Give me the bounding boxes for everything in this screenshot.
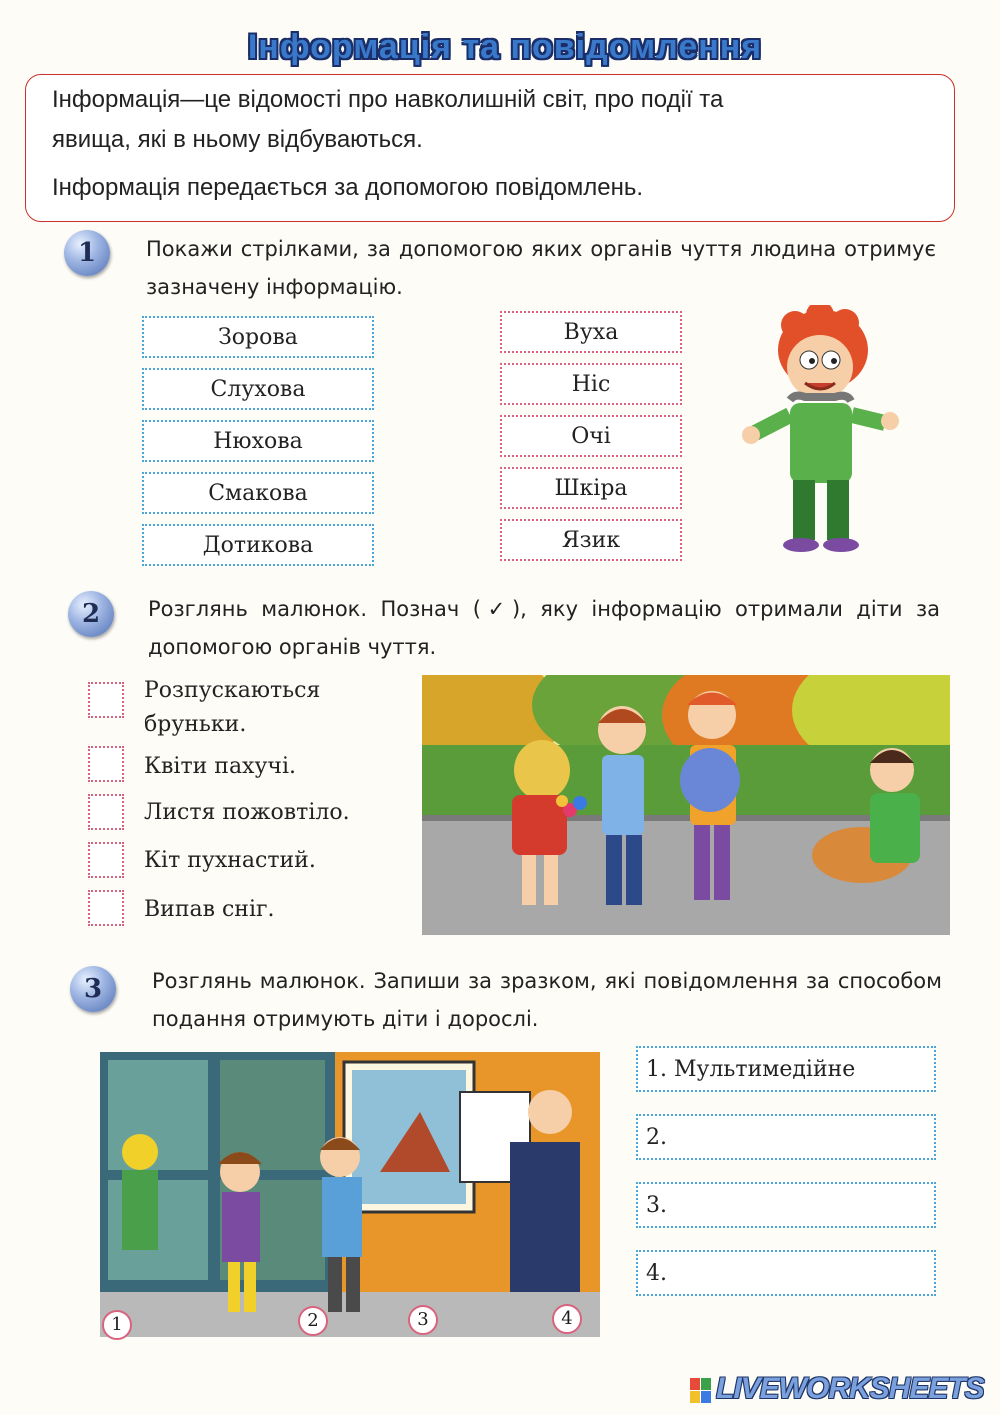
picture-marker: 3	[408, 1305, 438, 1335]
organ-box[interactable]: Очі	[500, 415, 682, 457]
checkbox[interactable]	[88, 890, 124, 926]
checkbox[interactable]	[88, 842, 124, 878]
info-type-box[interactable]: Слухова	[142, 368, 374, 410]
task-2-number: 2	[68, 591, 114, 637]
option-label: Кіт пухнастий.	[144, 848, 316, 873]
option-label: Квіти пахучі.	[144, 754, 296, 779]
info-type-box[interactable]: Дотикова	[142, 524, 374, 566]
checkbox[interactable]	[88, 746, 124, 782]
organ-box[interactable]: Шкіра	[500, 467, 682, 509]
picture-marker: 1	[102, 1310, 132, 1340]
task-3-text: Розглянь малюнок. Запиши за зразком, які повідомлення за способом подання отримують діти і дорослі.	[152, 969, 942, 1031]
organ-box[interactable]: Ніс	[500, 363, 682, 405]
street-illustration	[100, 1052, 600, 1337]
answer-field[interactable]: 1. Мультимедійне	[636, 1046, 936, 1092]
liveworksheets-logo-icon	[690, 1378, 712, 1404]
option-label: Випав сніг.	[144, 897, 275, 922]
page-title: Інформація та повідомлення	[247, 28, 763, 66]
info-type-box[interactable]: Нюхова	[142, 420, 374, 462]
brand-logo: LIVEWORKSHEETS	[716, 1372, 984, 1405]
definition-line-3: Інформація передається за допомогою повідомлень.	[52, 174, 644, 201]
definition-line-1: Інформація—це відомості про навколишній світ, про події та	[52, 86, 724, 113]
info-type-box[interactable]: Смакова	[142, 472, 374, 514]
boy-illustration	[735, 305, 905, 555]
definition-line-2: явища, які в ньому відбуваються.	[52, 126, 423, 153]
answer-field[interactable]: 3.	[636, 1182, 936, 1228]
answer-field[interactable]: 4.	[636, 1250, 936, 1296]
organ-box[interactable]: Язик	[500, 519, 682, 561]
task-1-number: 1	[64, 230, 110, 276]
task-3-number: 3	[70, 966, 116, 1012]
organ-box[interactable]: Вуха	[500, 311, 682, 353]
checkbox[interactable]	[88, 794, 124, 830]
task-1-text: Покажи стрілками, за допомогою яких органів чуття людина отримує зазначену інформацію.	[146, 237, 936, 299]
option-label: Розпускаються бруньки.	[144, 678, 321, 737]
picture-marker: 4	[552, 1304, 582, 1334]
task-2-text: Розглянь малюнок. Познач (✓), яку інформацію отримали діти за допомогою органів чуття.	[148, 597, 940, 659]
option-label: Листя пожовтіло.	[144, 800, 350, 825]
info-type-box[interactable]: Зорова	[142, 316, 374, 358]
checkbox[interactable]	[88, 682, 124, 718]
park-illustration	[422, 675, 950, 935]
answer-field[interactable]: 2.	[636, 1114, 936, 1160]
picture-marker: 2	[298, 1306, 328, 1336]
